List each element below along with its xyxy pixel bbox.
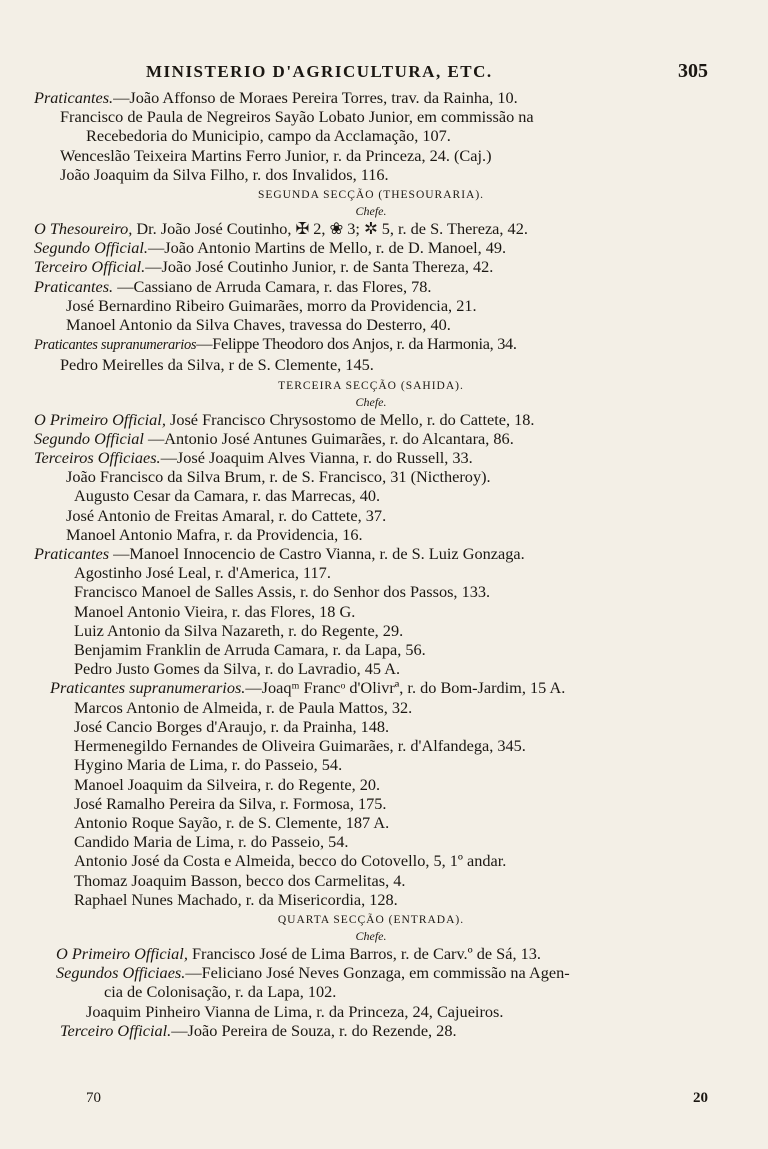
- block-praticantes: [34, 88, 708, 184]
- section-title: TERCEIRA SECÇÃO (SAHIDA).: [278, 379, 464, 392]
- entry-line: Manoel Antonio Vieira, r. das Flores, 18 G.: [74, 601, 356, 621]
- entry-line: Terceiros Officiaes.—José Joaquim Alves Vianna, r. do Russell, 33.: [34, 448, 473, 468]
- page-number: 305: [678, 60, 708, 82]
- entry-line: O Thesoureiro, Dr. João José Coutinho, ✠ 2, ❀ 3; ✲ 5, r. de S. Thereza, 42.: [34, 219, 528, 239]
- entry-line: Praticantes supranumerarios.—Joaqᵐ Francᵒ d'Olivrª, r. do Bom-Jardim, 15 A.: [50, 678, 566, 698]
- signature-mark: 70: [86, 1090, 101, 1106]
- header-title: MINISTERIO D'AGRICULTURA, ETC.: [146, 62, 493, 81]
- entry-line: Antonio José da Costa e Almeida, becco do Cotovello, 5, 1º andar.: [74, 851, 507, 871]
- entry-line: Joaquim Pinheiro Vianna de Lima, r. da Princeza, 24, Cajueiros.: [86, 1001, 504, 1021]
- entry-line: Antonio Roque Sayão, r. de S. Clemente, 187 A.: [74, 812, 390, 832]
- entry-line: Hermenegildo Fernandes de Oliveira Guimarães, r. d'Alfandega, 345.: [74, 736, 526, 756]
- section-thesouraria: [34, 186, 708, 375]
- entry-line: Wenceslão Teixeira Martins Ferro Junior, r. da Princeza, 24. (Caj.): [60, 145, 492, 165]
- entry-line: Terceiro Official.—João Pereira de Souza, r. do Rezende, 28.: [60, 1020, 457, 1040]
- section-title: QUARTA SECÇÃO (ENTRADA).: [277, 913, 465, 926]
- entry-line: Augusto Cesar da Camara, r. das Marrecas, 40.: [74, 486, 381, 506]
- entry-line: Raphael Nunes Machado, r. da Misericordia, 128.: [74, 889, 398, 909]
- entry-line: José Bernardino Ribeiro Guimarães, morro da Providencia, 21.: [66, 295, 477, 315]
- entry-line: Segundos Officiaes.—Feliciano José Neves Gonzaga, em commissão na Agen-: [56, 963, 570, 983]
- entry-line: Pedro Justo Gomes da Silva, r. do Lavradio, 45 A.: [74, 659, 401, 679]
- chefe-heading: Chefe.: [355, 204, 387, 219]
- entry-line: Manoel Joaquim da Silveira, r. do Regente, 20.: [74, 774, 381, 794]
- sheet-number: 20: [693, 1090, 708, 1106]
- entry-line: Manoel Antonio Mafra, r. da Providencia, 16.: [66, 524, 363, 544]
- entry-line: Candido Maria de Lima, r. do Passeio, 54.: [74, 832, 349, 852]
- entry-line: Manoel Antonio da Silva Chaves, travessa do Desterro, 40.: [66, 315, 451, 335]
- entry-line: O Primeiro Official, José Francisco Chrysostomo de Mello, r. do Cattete, 18.: [34, 409, 535, 429]
- entry-line: Francisco de Paula de Negreiros Sayão Lobato Junior, em commissão na: [60, 107, 534, 127]
- chefe-heading: Chefe.: [355, 394, 387, 409]
- entry-line: O Primeiro Official, Francisco José de Lima Barros, r. de Carv.º de Sá, 13.: [56, 943, 541, 963]
- entry-line: Segundo Official —Antonio José Antunes Guimarães, r. do Alcantara, 86.: [34, 428, 514, 448]
- entry-line: Hygino Maria de Lima, r. do Passeio, 54.: [74, 755, 343, 775]
- entry-line: João Francisco da Silva Brum, r. de S. Francisco, 31 (Nictheroy).: [66, 467, 491, 487]
- entry-line: Praticantes. —Cassiano de Arruda Camara, r. das Flores, 78.: [34, 276, 432, 296]
- entry-line: João Joaquim da Silva Filho, r. dos Invalidos, 116.: [60, 164, 389, 184]
- entry-line: José Cancio Borges d'Araujo, r. da Prainha, 148.: [74, 716, 390, 736]
- entry-line: Segundo Official.—João Antonio Martins de Mello, r. de D. Manoel, 49.: [34, 238, 507, 258]
- entry-line: Pedro Meirelles da Silva, r de S. Clemente, 145.: [60, 355, 374, 375]
- entry-line: Luiz Antonio da Silva Nazareth, r. do Regente, 29.: [74, 620, 404, 640]
- running-header: [34, 58, 708, 88]
- entry-line: Terceiro Official.—João José Coutinho Junior, r. de Santa Thereza, 42.: [34, 257, 494, 277]
- section-sahida: [34, 377, 708, 909]
- entry-line: Praticantes supranumerarios—Felippe Theodoro dos Anjos, r. da Harmonia, 34.: [34, 334, 517, 354]
- entry-line: Recebedoria do Municipio, campo da Acclamação, 107.: [86, 126, 451, 146]
- chefe-heading: Chefe.: [355, 928, 387, 943]
- entry-line: Francisco Manoel de Salles Assis, r. do Senhor dos Passos, 133.: [74, 582, 491, 602]
- page-footer: [86, 1090, 708, 1112]
- section-title: SEGUNDA SECÇÃO (THESOURARIA).: [257, 189, 485, 202]
- entry-line: Praticantes.—João Affonso de Moraes Pereira Torres, trav. da Rainha, 10.: [34, 88, 518, 107]
- entry-line: José Ramalho Pereira da Silva, r. Formosa, 175.: [74, 793, 387, 813]
- entry-line: cia de Colonisação, r. da Lapa, 102.: [104, 982, 337, 1002]
- entry-line: Benjamim Franklin de Arruda Camara, r. da Lapa, 56.: [74, 640, 426, 660]
- entry-line: José Antonio de Freitas Amaral, r. do Cattete, 37.: [66, 505, 387, 525]
- section-entrada: [34, 911, 708, 1040]
- entry-line: Agostinho José Leal, r. d'America, 117.: [74, 563, 331, 583]
- entry-line: Praticantes —Manoel Innocencio de Castro Vianna, r. de S. Luiz Gonzaga.: [34, 544, 525, 564]
- entry-line: Thomaz Joaquim Basson, becco dos Carmelitas, 4.: [74, 870, 406, 890]
- entry-line: Marcos Antonio de Almeida, r. de Paula Mattos, 32.: [74, 697, 413, 717]
